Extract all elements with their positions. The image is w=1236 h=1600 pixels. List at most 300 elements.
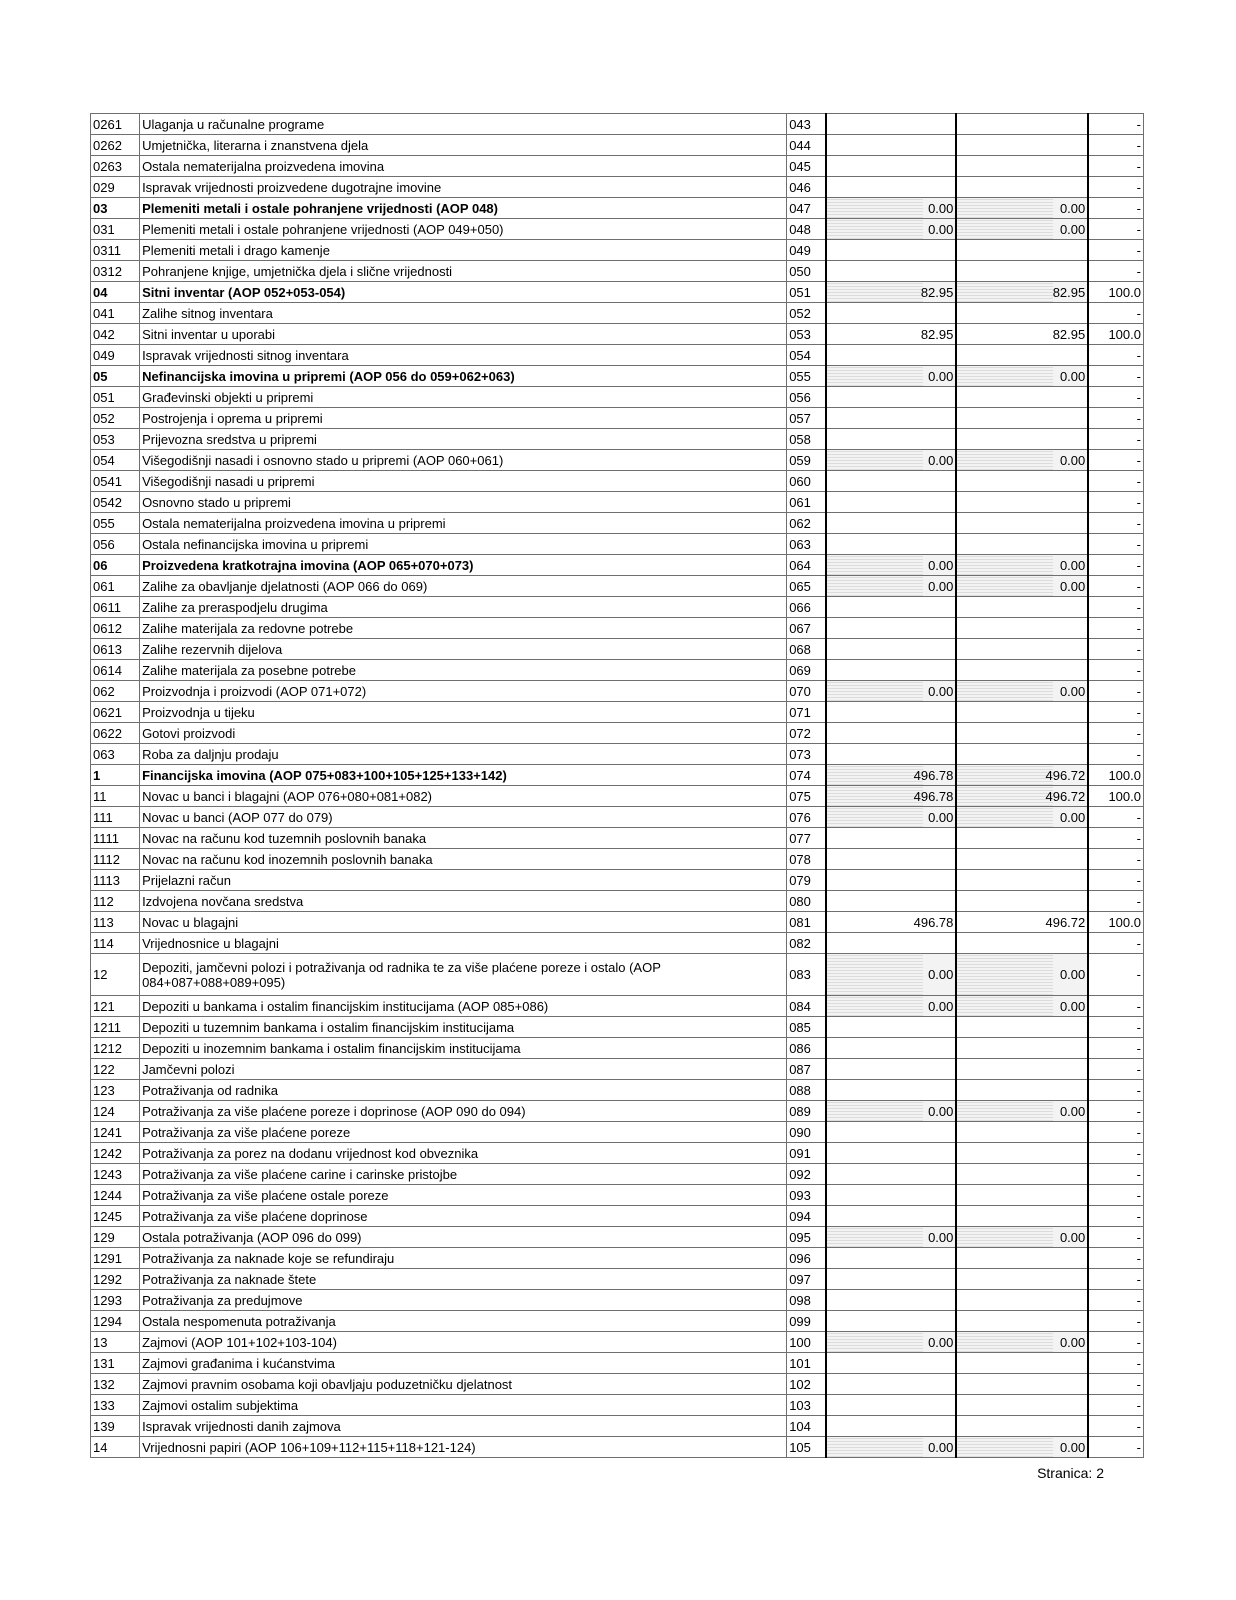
account-description-cell: Financijska imovina (AOP 075+083+100+105+125+133+142) bbox=[140, 765, 787, 786]
current-year-value-cell bbox=[956, 933, 1088, 954]
index-cell: - bbox=[1088, 135, 1143, 156]
aop-code-cell: 047 bbox=[787, 198, 826, 219]
index-cell: - bbox=[1088, 555, 1143, 576]
current-year-value-cell bbox=[956, 1080, 1088, 1101]
current-year-value-cell bbox=[956, 408, 1088, 429]
previous-year-value-cell bbox=[826, 303, 957, 324]
account-code-cell: 12 bbox=[91, 954, 140, 996]
aop-code-cell: 058 bbox=[787, 429, 826, 450]
account-code-cell: 031 bbox=[91, 219, 140, 240]
account-description-cell: Zalihe za preraspodjelu drugima bbox=[140, 597, 787, 618]
aop-code-cell: 095 bbox=[787, 1227, 826, 1248]
current-year-value-cell bbox=[956, 597, 1088, 618]
previous-year-value-cell bbox=[826, 1059, 957, 1080]
current-year-value-cell: 496.72 bbox=[956, 765, 1088, 786]
previous-year-value-cell bbox=[826, 1038, 957, 1059]
current-year-value-cell bbox=[956, 1164, 1088, 1185]
account-description-cell: Zalihe rezervnih dijelova bbox=[140, 639, 787, 660]
index-cell: - bbox=[1088, 1416, 1143, 1437]
account-code-cell: 04 bbox=[91, 282, 140, 303]
account-description-cell: Depoziti, jamčevni polozi i potraživanja od radnika te za više plaćene poreze i ostalo (AOP 084+087+088+089+095) bbox=[140, 954, 787, 996]
account-code-cell: 0613 bbox=[91, 639, 140, 660]
table-row bbox=[91, 807, 1144, 828]
table-row bbox=[91, 681, 1144, 702]
aop-code-cell: 082 bbox=[787, 933, 826, 954]
current-year-value-cell bbox=[956, 1143, 1088, 1164]
index-cell: - bbox=[1088, 240, 1143, 261]
previous-year-value-cell bbox=[826, 1248, 957, 1269]
index-cell: - bbox=[1088, 1353, 1143, 1374]
current-year-value-cell bbox=[956, 1059, 1088, 1080]
previous-year-value-cell: 0.00 bbox=[826, 681, 957, 702]
table-row bbox=[91, 870, 1144, 891]
table-row bbox=[91, 1374, 1144, 1395]
aop-code-cell: 059 bbox=[787, 450, 826, 471]
page-number: Stranica: 2 bbox=[1037, 1465, 1104, 1481]
account-code-cell: 062 bbox=[91, 681, 140, 702]
index-cell: - bbox=[1088, 198, 1143, 219]
account-code-cell: 0262 bbox=[91, 135, 140, 156]
index-cell: 100.0 bbox=[1088, 324, 1143, 345]
current-year-value-cell bbox=[956, 534, 1088, 555]
table-row bbox=[91, 912, 1144, 933]
current-year-value-cell bbox=[956, 471, 1088, 492]
aop-code-cell: 092 bbox=[787, 1164, 826, 1185]
aop-code-cell: 073 bbox=[787, 744, 826, 765]
account-description-cell: Roba za daljnju prodaju bbox=[140, 744, 787, 765]
index-cell: - bbox=[1088, 660, 1143, 681]
previous-year-value-cell: 0.00 bbox=[826, 954, 957, 996]
index-cell: - bbox=[1088, 1311, 1143, 1332]
current-year-value-cell bbox=[956, 1122, 1088, 1143]
account-code-cell: 1212 bbox=[91, 1038, 140, 1059]
account-description-cell: Gotovi proizvodi bbox=[140, 723, 787, 744]
account-code-cell: 139 bbox=[91, 1416, 140, 1437]
table-row bbox=[91, 1185, 1144, 1206]
previous-year-value-cell bbox=[826, 1416, 957, 1437]
previous-year-value-cell bbox=[826, 828, 957, 849]
account-code-cell: 132 bbox=[91, 1374, 140, 1395]
aop-code-cell: 093 bbox=[787, 1185, 826, 1206]
current-year-value-cell bbox=[956, 345, 1088, 366]
account-code-cell: 051 bbox=[91, 387, 140, 408]
previous-year-value-cell bbox=[826, 240, 957, 261]
aop-code-cell: 079 bbox=[787, 870, 826, 891]
account-code-cell: 113 bbox=[91, 912, 140, 933]
current-year-value-cell bbox=[956, 429, 1088, 450]
table-row bbox=[91, 891, 1144, 912]
index-cell: - bbox=[1088, 471, 1143, 492]
account-description-cell: Vrijednosnice u blagajni bbox=[140, 933, 787, 954]
previous-year-value-cell bbox=[826, 156, 957, 177]
table-row bbox=[91, 366, 1144, 387]
previous-year-value-cell: 0.00 bbox=[826, 996, 957, 1017]
account-description-cell: Zajmovi pravnim osobama koji obavljaju poduzetničku djelatnost bbox=[140, 1374, 787, 1395]
aop-code-cell: 077 bbox=[787, 828, 826, 849]
current-year-value-cell bbox=[956, 240, 1088, 261]
balance-table-body bbox=[91, 114, 1144, 1458]
index-cell: - bbox=[1088, 513, 1143, 534]
current-year-value-cell: 0.00 bbox=[956, 219, 1088, 240]
table-row bbox=[91, 1017, 1144, 1038]
table-row bbox=[91, 1248, 1144, 1269]
table-row bbox=[91, 1143, 1144, 1164]
aop-code-cell: 103 bbox=[787, 1395, 826, 1416]
current-year-value-cell: 0.00 bbox=[956, 450, 1088, 471]
index-cell: - bbox=[1088, 1332, 1143, 1353]
current-year-value-cell: 496.72 bbox=[956, 786, 1088, 807]
previous-year-value-cell: 496.78 bbox=[826, 786, 957, 807]
index-cell: - bbox=[1088, 933, 1143, 954]
index-cell: - bbox=[1088, 534, 1143, 555]
index-cell: - bbox=[1088, 954, 1143, 996]
index-cell: 100.0 bbox=[1088, 765, 1143, 786]
current-year-value-cell bbox=[956, 492, 1088, 513]
account-description-cell: Novac u banci (AOP 077 do 079) bbox=[140, 807, 787, 828]
account-description-cell: Zalihe materijala za posebne potrebe bbox=[140, 660, 787, 681]
index-cell: - bbox=[1088, 1206, 1143, 1227]
previous-year-value-cell bbox=[826, 639, 957, 660]
previous-year-value-cell bbox=[826, 1122, 957, 1143]
current-year-value-cell: 0.00 bbox=[956, 1332, 1088, 1353]
aop-code-cell: 101 bbox=[787, 1353, 826, 1374]
previous-year-value-cell: 496.78 bbox=[826, 912, 957, 933]
aop-code-cell: 068 bbox=[787, 639, 826, 660]
previous-year-value-cell bbox=[826, 492, 957, 513]
account-code-cell: 1293 bbox=[91, 1290, 140, 1311]
account-code-cell: 1113 bbox=[91, 870, 140, 891]
current-year-value-cell bbox=[956, 723, 1088, 744]
account-description-cell: Potraživanja za naknade štete bbox=[140, 1269, 787, 1290]
index-cell: - bbox=[1088, 450, 1143, 471]
current-year-value-cell bbox=[956, 303, 1088, 324]
previous-year-value-cell bbox=[826, 1164, 957, 1185]
account-description-cell: Novac u blagajni bbox=[140, 912, 787, 933]
account-code-cell: 129 bbox=[91, 1227, 140, 1248]
index-cell: - bbox=[1088, 492, 1143, 513]
current-year-value-cell bbox=[956, 1038, 1088, 1059]
account-description-cell: Zalihe za obavljanje djelatnosti (AOP 066 do 069) bbox=[140, 576, 787, 597]
current-year-value-cell bbox=[956, 744, 1088, 765]
previous-year-value-cell bbox=[826, 1080, 957, 1101]
table-row bbox=[91, 1101, 1144, 1122]
previous-year-value-cell bbox=[826, 702, 957, 723]
current-year-value-cell bbox=[956, 1017, 1088, 1038]
current-year-value-cell bbox=[956, 156, 1088, 177]
previous-year-value-cell bbox=[826, 1269, 957, 1290]
account-code-cell: 0261 bbox=[91, 114, 140, 135]
account-description-cell: Zajmovi (AOP 101+102+103-104) bbox=[140, 1332, 787, 1353]
account-code-cell: 1241 bbox=[91, 1122, 140, 1143]
table-row bbox=[91, 198, 1144, 219]
account-description-cell: Prijevozna sredstva u pripremi bbox=[140, 429, 787, 450]
current-year-value-cell bbox=[956, 1374, 1088, 1395]
aop-code-cell: 086 bbox=[787, 1038, 826, 1059]
table-row bbox=[91, 1290, 1144, 1311]
table-row bbox=[91, 345, 1144, 366]
current-year-value-cell bbox=[956, 114, 1088, 135]
table-row bbox=[91, 471, 1144, 492]
aop-code-cell: 078 bbox=[787, 849, 826, 870]
account-code-cell: 1111 bbox=[91, 828, 140, 849]
account-code-cell: 114 bbox=[91, 933, 140, 954]
account-description-cell: Umjetnička, literarna i znanstvena djela bbox=[140, 135, 787, 156]
table-row bbox=[91, 996, 1144, 1017]
aop-code-cell: 089 bbox=[787, 1101, 826, 1122]
account-code-cell: 1243 bbox=[91, 1164, 140, 1185]
aop-code-cell: 094 bbox=[787, 1206, 826, 1227]
current-year-value-cell bbox=[956, 660, 1088, 681]
aop-code-cell: 048 bbox=[787, 219, 826, 240]
account-description-cell: Potraživanja za više plaćene poreze i doprinose (AOP 090 do 094) bbox=[140, 1101, 787, 1122]
table-row bbox=[91, 1353, 1144, 1374]
table-row bbox=[91, 555, 1144, 576]
current-year-value-cell bbox=[956, 828, 1088, 849]
table-row bbox=[91, 765, 1144, 786]
aop-code-cell: 084 bbox=[787, 996, 826, 1017]
account-code-cell: 029 bbox=[91, 177, 140, 198]
table-row bbox=[91, 1206, 1144, 1227]
aop-code-cell: 090 bbox=[787, 1122, 826, 1143]
account-code-cell: 05 bbox=[91, 366, 140, 387]
previous-year-value-cell bbox=[826, 849, 957, 870]
current-year-value-cell: 0.00 bbox=[956, 1101, 1088, 1122]
index-cell: - bbox=[1088, 1374, 1143, 1395]
aop-code-cell: 105 bbox=[787, 1437, 826, 1458]
aop-code-cell: 050 bbox=[787, 261, 826, 282]
account-description-cell: Ostala nematerijalna proizvedena imovina u pripremi bbox=[140, 513, 787, 534]
account-description-cell: Potraživanja za više plaćene doprinose bbox=[140, 1206, 787, 1227]
current-year-value-cell bbox=[956, 135, 1088, 156]
account-description-cell: Građevinski objekti u pripremi bbox=[140, 387, 787, 408]
aop-code-cell: 065 bbox=[787, 576, 826, 597]
index-cell: 100.0 bbox=[1088, 912, 1143, 933]
table-row bbox=[91, 1332, 1144, 1353]
current-year-value-cell bbox=[956, 1395, 1088, 1416]
previous-year-value-cell bbox=[826, 387, 957, 408]
table-row bbox=[91, 954, 1144, 996]
previous-year-value-cell: 82.95 bbox=[826, 324, 957, 345]
index-cell: - bbox=[1088, 1290, 1143, 1311]
account-description-cell: Postrojenja i oprema u pripremi bbox=[140, 408, 787, 429]
account-description-cell: Ulaganja u računalne programe bbox=[140, 114, 787, 135]
index-cell: - bbox=[1088, 639, 1143, 660]
index-cell: - bbox=[1088, 1248, 1143, 1269]
account-code-cell: 056 bbox=[91, 534, 140, 555]
table-row bbox=[91, 261, 1144, 282]
account-description-cell: Proizvodnja i proizvodi (AOP 071+072) bbox=[140, 681, 787, 702]
previous-year-value-cell bbox=[826, 471, 957, 492]
previous-year-value-cell bbox=[826, 618, 957, 639]
aop-code-cell: 100 bbox=[787, 1332, 826, 1353]
table-row bbox=[91, 1311, 1144, 1332]
account-description-cell: Prijelazni račun bbox=[140, 870, 787, 891]
account-code-cell: 1112 bbox=[91, 849, 140, 870]
index-cell: 100.0 bbox=[1088, 282, 1143, 303]
aop-code-cell: 097 bbox=[787, 1269, 826, 1290]
current-year-value-cell: 82.95 bbox=[956, 324, 1088, 345]
current-year-value-cell: 0.00 bbox=[956, 996, 1088, 1017]
aop-code-cell: 057 bbox=[787, 408, 826, 429]
table-row bbox=[91, 1269, 1144, 1290]
account-description-cell: Nefinancijska imovina u pripremi (AOP 056 do 059+062+063) bbox=[140, 366, 787, 387]
current-year-value-cell bbox=[956, 849, 1088, 870]
account-code-cell: 0614 bbox=[91, 660, 140, 681]
table-row bbox=[91, 450, 1144, 471]
previous-year-value-cell bbox=[826, 870, 957, 891]
aop-code-cell: 081 bbox=[787, 912, 826, 933]
index-cell: - bbox=[1088, 156, 1143, 177]
account-code-cell: 053 bbox=[91, 429, 140, 450]
account-code-cell: 0612 bbox=[91, 618, 140, 639]
account-code-cell: 0611 bbox=[91, 597, 140, 618]
index-cell: - bbox=[1088, 1164, 1143, 1185]
aop-code-cell: 045 bbox=[787, 156, 826, 177]
index-cell: - bbox=[1088, 891, 1143, 912]
table-row bbox=[91, 597, 1144, 618]
account-description-cell: Ostala nefinancijska imovina u pripremi bbox=[140, 534, 787, 555]
account-code-cell: 133 bbox=[91, 1395, 140, 1416]
previous-year-value-cell bbox=[826, 513, 957, 534]
index-cell: - bbox=[1088, 744, 1143, 765]
table-row bbox=[91, 1437, 1144, 1458]
account-code-cell: 0312 bbox=[91, 261, 140, 282]
aop-code-cell: 071 bbox=[787, 702, 826, 723]
account-description-cell: Pohranjene knjige, umjetnička djela i slične vrijednosti bbox=[140, 261, 787, 282]
previous-year-value-cell bbox=[826, 1185, 957, 1206]
account-code-cell: 055 bbox=[91, 513, 140, 534]
account-description-cell: Plemeniti metali i drago kamenje bbox=[140, 240, 787, 261]
account-description-cell: Potraživanja za naknade koje se refundiraju bbox=[140, 1248, 787, 1269]
table-row bbox=[91, 744, 1144, 765]
index-cell: - bbox=[1088, 1269, 1143, 1290]
account-description-cell: Novac na računu kod inozemnih poslovnih banaka bbox=[140, 849, 787, 870]
table-row bbox=[91, 849, 1144, 870]
account-description-cell: Potraživanja za više plaćene carine i carinske pristojbe bbox=[140, 1164, 787, 1185]
account-description-cell: Depoziti u tuzemnim bankama i ostalim financijskim institucijama bbox=[140, 1017, 787, 1038]
current-year-value-cell: 0.00 bbox=[956, 576, 1088, 597]
previous-year-value-cell bbox=[826, 345, 957, 366]
account-code-cell: 1291 bbox=[91, 1248, 140, 1269]
table-row bbox=[91, 282, 1144, 303]
account-description-cell: Proizvedena kratkotrajna imovina (AOP 065+070+073) bbox=[140, 555, 787, 576]
aop-code-cell: 088 bbox=[787, 1080, 826, 1101]
account-description-cell: Ispravak vrijednosti sitnog inventara bbox=[140, 345, 787, 366]
account-code-cell: 14 bbox=[91, 1437, 140, 1458]
previous-year-value-cell bbox=[826, 1017, 957, 1038]
table-row bbox=[91, 576, 1144, 597]
current-year-value-cell bbox=[956, 261, 1088, 282]
aop-code-cell: 083 bbox=[787, 954, 826, 996]
account-description-cell: Potraživanja za porez na dodanu vrijednost kod obveznika bbox=[140, 1143, 787, 1164]
current-year-value-cell: 82.95 bbox=[956, 282, 1088, 303]
table-row bbox=[91, 114, 1144, 135]
previous-year-value-cell bbox=[826, 933, 957, 954]
account-description-cell: Višegodišnji nasadi u pripremi bbox=[140, 471, 787, 492]
table-row bbox=[91, 1059, 1144, 1080]
aop-code-cell: 085 bbox=[787, 1017, 826, 1038]
current-year-value-cell bbox=[956, 618, 1088, 639]
account-description-cell: Jamčevni polozi bbox=[140, 1059, 787, 1080]
account-description-cell: Novac u banci i blagajni (AOP 076+080+081+082) bbox=[140, 786, 787, 807]
current-year-value-cell bbox=[956, 177, 1088, 198]
account-code-cell: 054 bbox=[91, 450, 140, 471]
account-description-cell: Depoziti u bankama i ostalim financijskim institucijama (AOP 085+086) bbox=[140, 996, 787, 1017]
current-year-value-cell bbox=[956, 1248, 1088, 1269]
current-year-value-cell: 0.00 bbox=[956, 681, 1088, 702]
account-description-cell: Plemeniti metali i ostale pohranjene vrijednosti (AOP 048) bbox=[140, 198, 787, 219]
table-row bbox=[91, 324, 1144, 345]
aop-code-cell: 070 bbox=[787, 681, 826, 702]
aop-code-cell: 063 bbox=[787, 534, 826, 555]
table-row bbox=[91, 639, 1144, 660]
account-code-cell: 03 bbox=[91, 198, 140, 219]
previous-year-value-cell bbox=[826, 1143, 957, 1164]
account-description-cell: Osnovno stado u pripremi bbox=[140, 492, 787, 513]
account-description-cell: Zalihe materijala za redovne potrebe bbox=[140, 618, 787, 639]
previous-year-value-cell bbox=[826, 177, 957, 198]
previous-year-value-cell bbox=[826, 114, 957, 135]
aop-code-cell: 046 bbox=[787, 177, 826, 198]
table-row bbox=[91, 723, 1144, 744]
previous-year-value-cell bbox=[826, 1206, 957, 1227]
current-year-value-cell bbox=[956, 1311, 1088, 1332]
previous-year-value-cell: 0.00 bbox=[826, 1437, 957, 1458]
previous-year-value-cell bbox=[826, 408, 957, 429]
account-code-cell: 0311 bbox=[91, 240, 140, 261]
aop-code-cell: 066 bbox=[787, 597, 826, 618]
account-code-cell: 1244 bbox=[91, 1185, 140, 1206]
index-cell: - bbox=[1088, 303, 1143, 324]
current-year-value-cell: 0.00 bbox=[956, 555, 1088, 576]
previous-year-value-cell: 0.00 bbox=[826, 807, 957, 828]
account-code-cell: 0541 bbox=[91, 471, 140, 492]
account-code-cell: 052 bbox=[91, 408, 140, 429]
account-description-cell: Višegodišnji nasadi i osnovno stado u pripremi (AOP 060+061) bbox=[140, 450, 787, 471]
aop-code-cell: 061 bbox=[787, 492, 826, 513]
aop-code-cell: 104 bbox=[787, 1416, 826, 1437]
index-cell: - bbox=[1088, 1101, 1143, 1122]
previous-year-value-cell: 0.00 bbox=[826, 366, 957, 387]
previous-year-value-cell: 0.00 bbox=[826, 219, 957, 240]
current-year-value-cell bbox=[956, 1353, 1088, 1374]
table-row bbox=[91, 1080, 1144, 1101]
account-code-cell: 1292 bbox=[91, 1269, 140, 1290]
previous-year-value-cell: 0.00 bbox=[826, 450, 957, 471]
aop-code-cell: 054 bbox=[787, 345, 826, 366]
index-cell: - bbox=[1088, 429, 1143, 450]
index-cell: - bbox=[1088, 408, 1143, 429]
index-cell: - bbox=[1088, 345, 1143, 366]
index-cell: - bbox=[1088, 387, 1143, 408]
aop-code-cell: 076 bbox=[787, 807, 826, 828]
account-code-cell: 1211 bbox=[91, 1017, 140, 1038]
current-year-value-cell: 0.00 bbox=[956, 1227, 1088, 1248]
table-row bbox=[91, 1164, 1144, 1185]
current-year-value-cell bbox=[956, 891, 1088, 912]
aop-code-cell: 056 bbox=[787, 387, 826, 408]
previous-year-value-cell bbox=[826, 723, 957, 744]
table-row bbox=[91, 933, 1144, 954]
account-code-cell: 042 bbox=[91, 324, 140, 345]
account-code-cell: 123 bbox=[91, 1080, 140, 1101]
previous-year-value-cell bbox=[826, 135, 957, 156]
previous-year-value-cell bbox=[826, 597, 957, 618]
current-year-value-cell bbox=[956, 1290, 1088, 1311]
account-description-cell: Vrijednosni papiri (AOP 106+109+112+115+118+121-124) bbox=[140, 1437, 787, 1458]
previous-year-value-cell bbox=[826, 261, 957, 282]
previous-year-value-cell: 0.00 bbox=[826, 1227, 957, 1248]
